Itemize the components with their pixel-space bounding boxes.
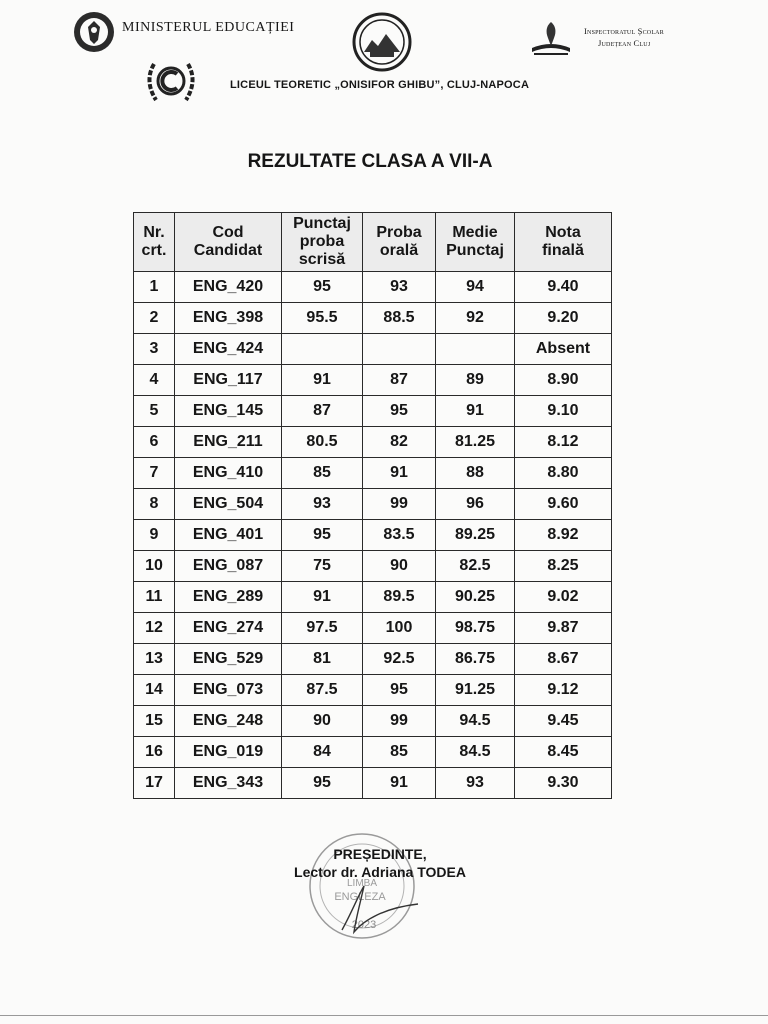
cell-cod: ENG_087 [175, 551, 282, 582]
table-row [134, 737, 612, 768]
cell-scris: 95 [282, 768, 363, 799]
cell-nota: 9.45 [515, 706, 612, 737]
cell-nota: 9.30 [515, 768, 612, 799]
cell-oral: 89.5 [363, 582, 436, 613]
header-medie-punctaj [436, 213, 515, 272]
cell-scris: 95 [282, 272, 363, 303]
cell-medie: 86.75 [436, 644, 515, 675]
cell-cod: ENG_274 [175, 613, 282, 644]
cell-nr: 7 [134, 458, 175, 489]
cell-cod: ENG_117 [175, 365, 282, 396]
cell-scris: 93 [282, 489, 363, 520]
cell-cod: ENG_073 [175, 675, 282, 706]
cell-medie: 93 [436, 768, 515, 799]
cell-scris: 95 [282, 520, 363, 551]
cell-cod: ENG_248 [175, 706, 282, 737]
cell-nr: 10 [134, 551, 175, 582]
center-emblem-seal [352, 12, 412, 72]
cell-medie: 91.25 [436, 675, 515, 706]
table-row [134, 675, 612, 706]
cell-medie: 89 [436, 365, 515, 396]
stamp-line2: ENGLEZA [334, 891, 386, 903]
cell-oral: 93 [363, 272, 436, 303]
cell-nota: 9.20 [515, 303, 612, 334]
cell-nota: 8.12 [515, 427, 612, 458]
table-row [134, 489, 612, 520]
table-row [134, 365, 612, 396]
cell-oral: 99 [363, 489, 436, 520]
ministry-name: MINISTERUL EDUCAȚIEI [122, 20, 295, 35]
cell-medie: 89.25 [436, 520, 515, 551]
cell-scris: 84 [282, 737, 363, 768]
cell-nota: 8.45 [515, 737, 612, 768]
cell-medie: 94 [436, 272, 515, 303]
cell-cod: ENG_424 [175, 334, 282, 365]
table-row [134, 613, 612, 644]
table-row [134, 427, 612, 458]
school-wreath-logo [140, 56, 202, 106]
cell-oral: 95 [363, 396, 436, 427]
cell-cod: ENG_145 [175, 396, 282, 427]
header-nr-crt [134, 213, 175, 272]
cell-cod: ENG_504 [175, 489, 282, 520]
cell-oral: 91 [363, 768, 436, 799]
cell-nr: 14 [134, 675, 175, 706]
cell-nr: 2 [134, 303, 175, 334]
cell-nota: 8.92 [515, 520, 612, 551]
cell-nota: Absent [515, 334, 612, 365]
cell-nr: 6 [134, 427, 175, 458]
cell-scris: 87.5 [282, 675, 363, 706]
cell-cod: ENG_398 [175, 303, 282, 334]
cell-nota: 8.90 [515, 365, 612, 396]
cell-scris: 91 [282, 582, 363, 613]
cell-scris: 90 [282, 706, 363, 737]
table-row [134, 644, 612, 675]
cell-medie: 91 [436, 396, 515, 427]
inspectorate-name [584, 25, 664, 49]
cell-medie: 96 [436, 489, 515, 520]
cell-nr: 9 [134, 520, 175, 551]
cell-nr: 16 [134, 737, 175, 768]
cell-nr: 5 [134, 396, 175, 427]
cell-oral: 91 [363, 458, 436, 489]
cell-medie: 88 [436, 458, 515, 489]
cell-medie: 81.25 [436, 427, 515, 458]
header-medie-line1: Medie [452, 224, 498, 241]
inspectorate-book-logo [528, 18, 574, 58]
cell-scris: 81 [282, 644, 363, 675]
header-scris-line2: proba [299, 233, 345, 250]
cell-cod: ENG_401 [175, 520, 282, 551]
inspectorate-name-line1: Inspectoratul Școlar [584, 26, 664, 36]
header-scris-line1: Punctaj [293, 215, 351, 232]
cell-cod: ENG_410 [175, 458, 282, 489]
cell-oral: 95 [363, 675, 436, 706]
cell-nr: 8 [134, 489, 175, 520]
header-oral-line1: Proba [376, 224, 422, 241]
cell-medie: 98.75 [436, 613, 515, 644]
cell-oral: 92.5 [363, 644, 436, 675]
header-oral-line2: orală [379, 242, 419, 259]
cell-medie: 92 [436, 303, 515, 334]
header-nota-finala [515, 213, 612, 272]
cell-nota: 9.02 [515, 582, 612, 613]
page-title: REZULTATE CLASA A VII-A [247, 151, 493, 172]
cell-oral: 100 [363, 613, 436, 644]
cell-nr: 12 [134, 613, 175, 644]
cell-scris: 91 [282, 365, 363, 396]
stamp-line1: LIMBA [346, 878, 378, 889]
cell-medie: 90.25 [436, 582, 515, 613]
cell-scris: 80.5 [282, 427, 363, 458]
bottom-divider [0, 1015, 768, 1016]
cell-nr: 15 [134, 706, 175, 737]
table-row [134, 706, 612, 737]
cell-nota: 9.12 [515, 675, 612, 706]
header-scris-line3: scrisă [298, 251, 346, 268]
cell-oral: 82 [363, 427, 436, 458]
cell-scris [282, 334, 363, 365]
cell-nr: 13 [134, 644, 175, 675]
cell-nr: 4 [134, 365, 175, 396]
table-row [134, 768, 612, 799]
cell-oral: 83.5 [363, 520, 436, 551]
header-proba-orala [363, 213, 436, 272]
cell-oral: 87 [363, 365, 436, 396]
table-row [134, 551, 612, 582]
table-row [134, 582, 612, 613]
header-nr-line2: crt. [141, 242, 167, 259]
cell-cod: ENG_343 [175, 768, 282, 799]
table-row [134, 396, 612, 427]
header-cod-candidat [175, 213, 282, 272]
cell-nr: 1 [134, 272, 175, 303]
cell-scris: 85 [282, 458, 363, 489]
cell-nota: 9.87 [515, 613, 612, 644]
table-row [134, 334, 612, 365]
cell-nr: 17 [134, 768, 175, 799]
header-punctaj-scris [282, 213, 363, 272]
school-name: LICEUL TEORETIC „ONISIFOR GHIBU”, CLUJ-NAPOCA [230, 79, 530, 91]
cell-nr: 3 [134, 334, 175, 365]
header-nota-line2: finală [542, 242, 584, 259]
stamp-year: 2023 [351, 919, 377, 931]
cell-nota: 9.40 [515, 272, 612, 303]
cell-oral [363, 334, 436, 365]
signature-block [280, 845, 480, 881]
cell-nota: 8.80 [515, 458, 612, 489]
commission-stamp-signature [294, 826, 434, 946]
header-cod-line1: Cod [212, 224, 244, 241]
cell-medie: 84.5 [436, 737, 515, 768]
cell-scris: 97.5 [282, 613, 363, 644]
header-nota-line1: Nota [545, 224, 581, 241]
results-table [133, 212, 612, 799]
cell-nota: 8.67 [515, 644, 612, 675]
cell-medie [436, 334, 515, 365]
cell-nota: 9.10 [515, 396, 612, 427]
table-row [134, 303, 612, 334]
cell-oral: 99 [363, 706, 436, 737]
cell-medie: 94.5 [436, 706, 515, 737]
cell-cod: ENG_420 [175, 272, 282, 303]
cell-scris: 95.5 [282, 303, 363, 334]
signature-role: PREȘEDINTE, [333, 846, 427, 862]
cell-cod: ENG_289 [175, 582, 282, 613]
cell-cod: ENG_529 [175, 644, 282, 675]
cell-nota: 8.25 [515, 551, 612, 582]
cell-oral: 90 [363, 551, 436, 582]
header-nr-line1: Nr. [143, 224, 165, 241]
cell-medie: 82.5 [436, 551, 515, 582]
cell-nota: 9.60 [515, 489, 612, 520]
cell-scris: 87 [282, 396, 363, 427]
header-medie-line2: Punctaj [446, 242, 504, 259]
cell-oral: 88.5 [363, 303, 436, 334]
inspectorate-name-line2: Județean Cluj [598, 38, 651, 48]
ministry-coat-of-arms-logo [72, 10, 116, 54]
table-row [134, 520, 612, 551]
table-row [134, 272, 612, 303]
cell-nr: 11 [134, 582, 175, 613]
header-cod-line2: Candidat [193, 242, 263, 259]
signature-name: Lector dr. Adriana TODEA [294, 864, 466, 880]
cell-scris: 75 [282, 551, 363, 582]
cell-cod: ENG_211 [175, 427, 282, 458]
table-header-row [134, 213, 612, 272]
cell-cod: ENG_019 [175, 737, 282, 768]
table-row [134, 458, 612, 489]
cell-oral: 85 [363, 737, 436, 768]
